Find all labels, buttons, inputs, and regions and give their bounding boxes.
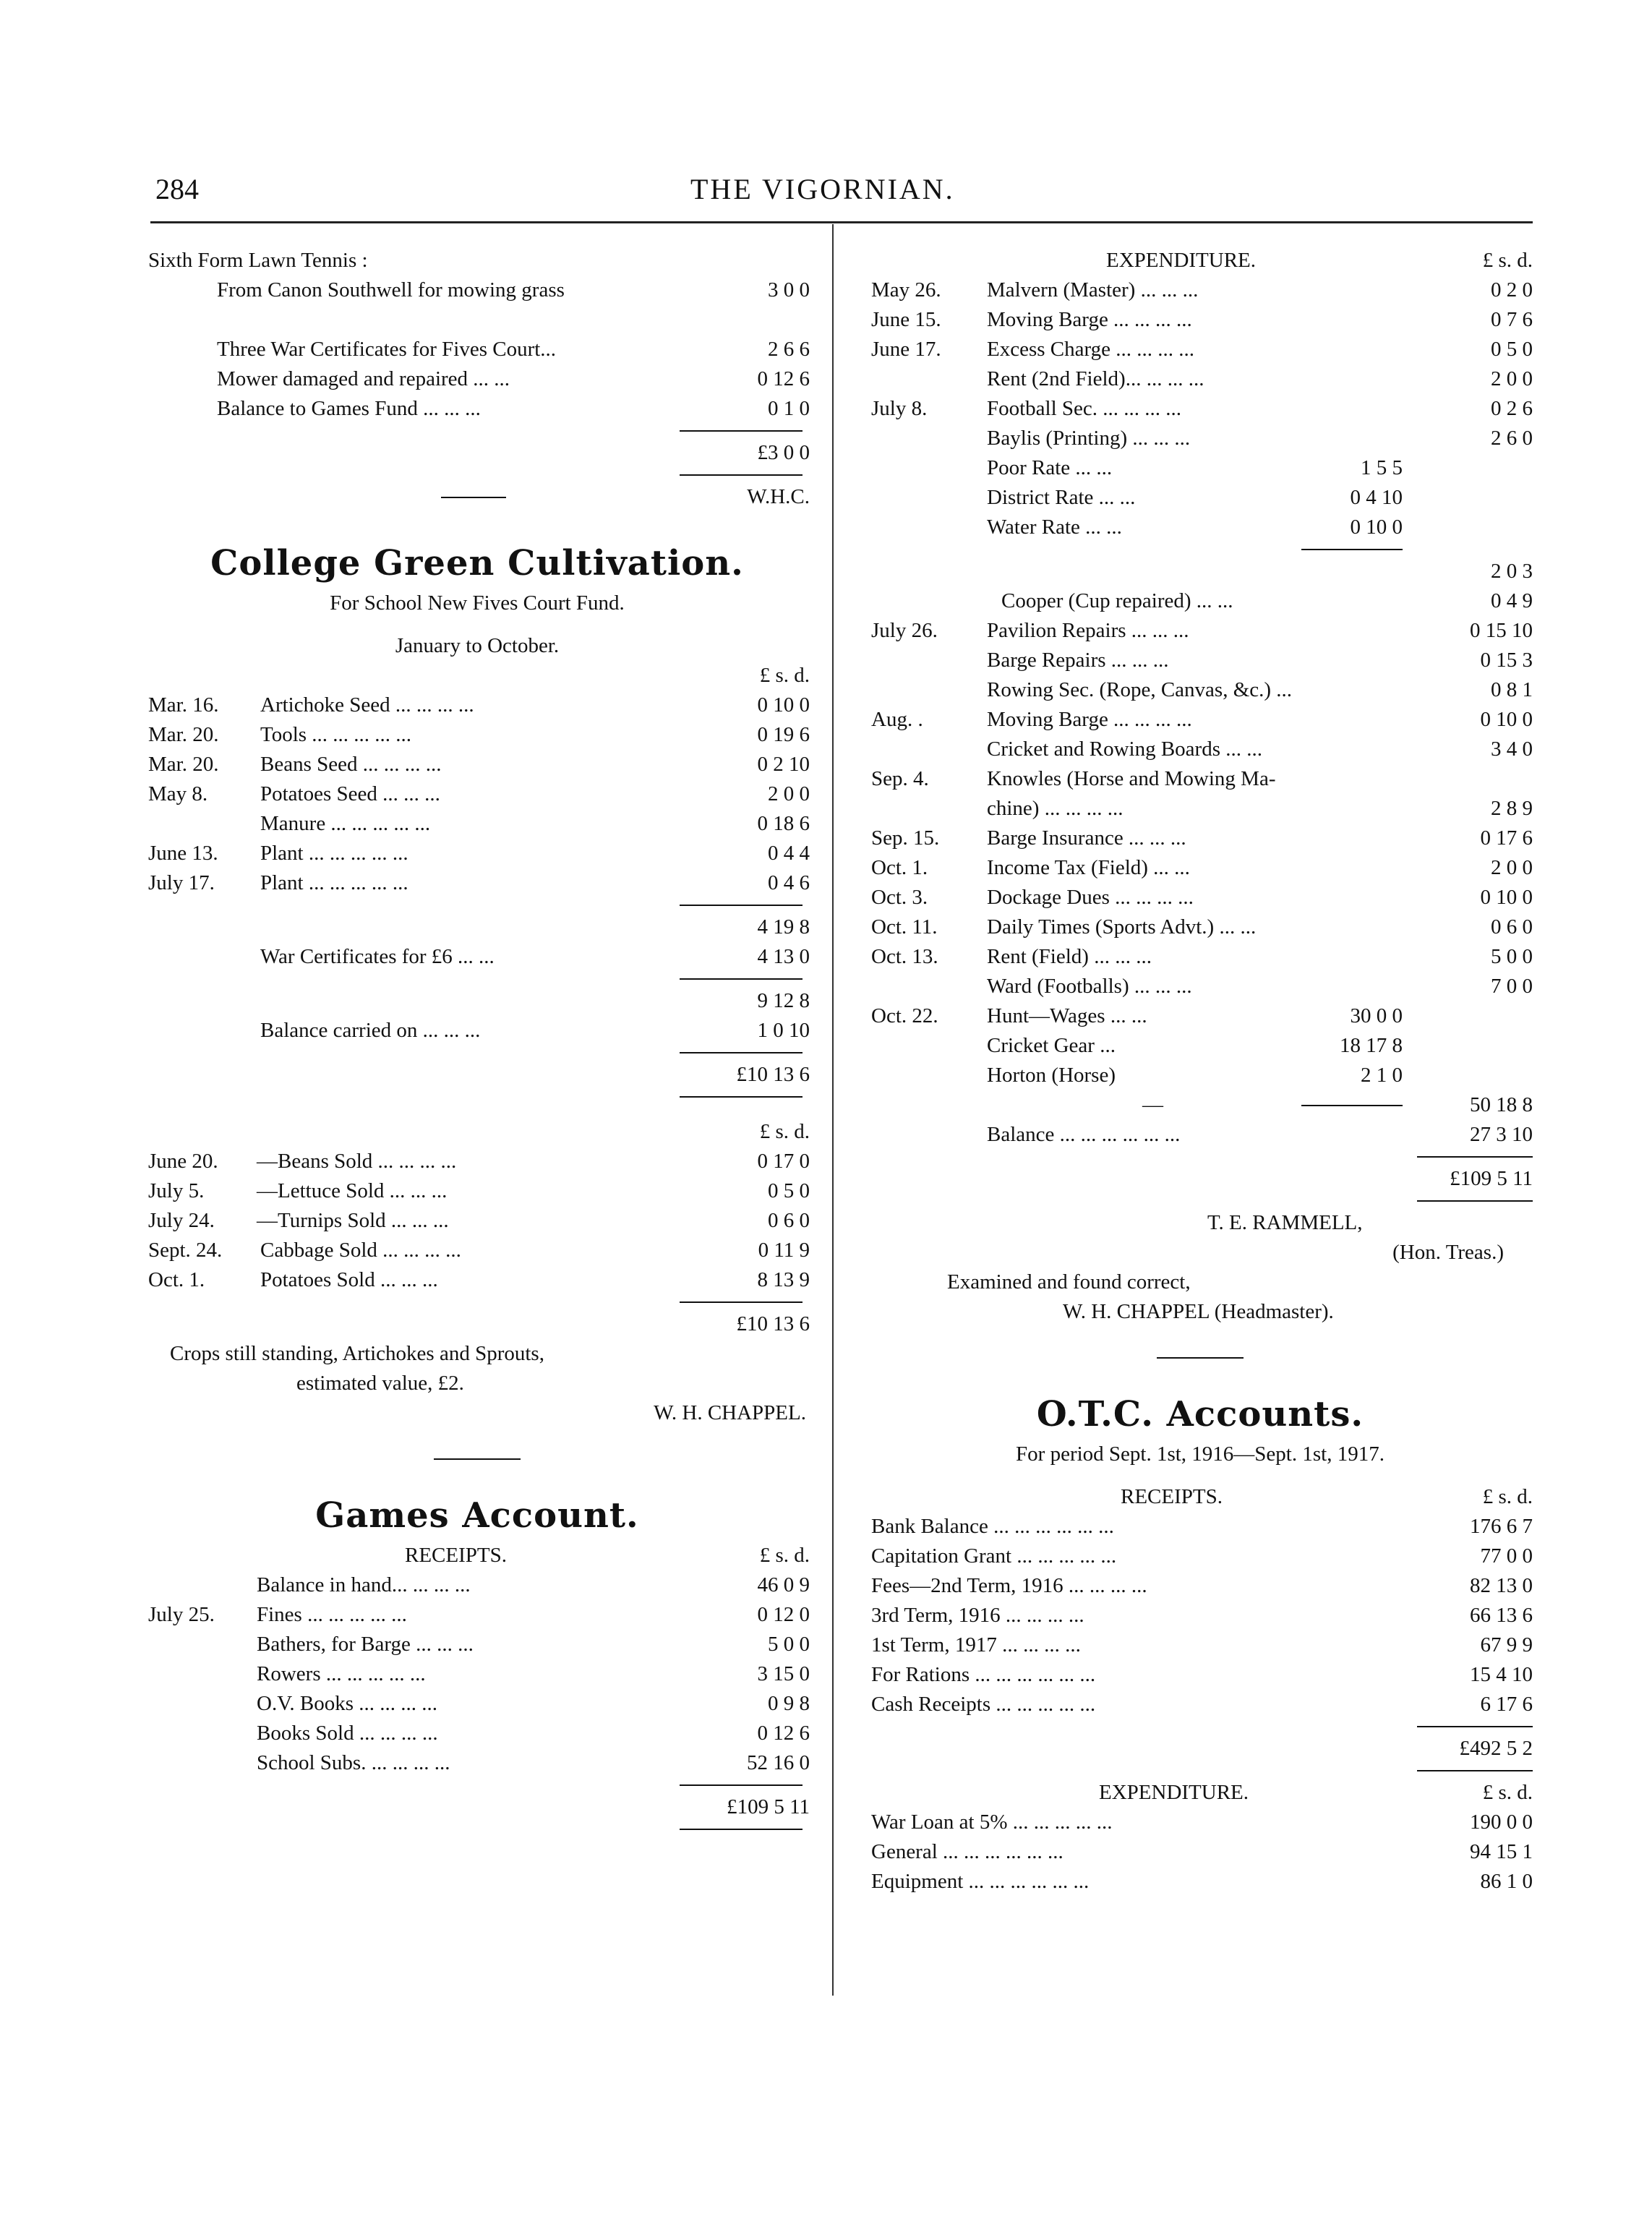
ledger-row: District Rate ... ... 0 4 10: [987, 486, 1403, 509]
left-column: [145, 246, 810, 1837]
ledger-row: Aug. . Moving Barge ... ... ... ... 0 10 0: [871, 708, 1533, 731]
rule: [145, 424, 810, 438]
subtotal-row: — 50 18 8: [1142, 1093, 1533, 1116]
running-title: THE VIGORNIAN.: [690, 173, 955, 205]
signature: T. E. RAMMELL,: [1207, 1211, 1363, 1234]
ledger-row: Mar. 20. Beans Seed ... ... ... ... 0 2 10: [148, 753, 810, 776]
signature-title: (Hon. Treas.): [1392, 1241, 1504, 1264]
ledger-row: War Certificates for £6 ... ... 4 13 0: [260, 945, 810, 968]
ledger-row: Rowing Sec. (Rope, Canvas, &c.) ... 0 8 1: [987, 678, 1533, 701]
examined-signature: W. H. CHAPPEL (Headmaster).: [1063, 1300, 1334, 1323]
section-period: For period Sept. 1st, 1916—Sept. 1st, 1917.: [1016, 1442, 1384, 1466]
ledger-row: Water Rate ... ... 0 10 0: [987, 516, 1403, 539]
subtotal-row: 2 0 3: [1491, 560, 1533, 583]
ledger-row: Cooper (Cup repaired) ... ... 0 4 9: [1001, 589, 1533, 612]
rule: [145, 898, 810, 912]
page-number: 284: [155, 173, 199, 205]
signature: W. H. CHAPPEL.: [654, 1401, 806, 1424]
ledger-row: July 8. Football Sec. ... ... ... ... 0 2 6: [871, 397, 1533, 420]
ledger-row: Oct. 1. Income Tax (Field) ... ... 2 0 0: [871, 856, 1533, 879]
subtotal-row: 4 19 8: [757, 915, 810, 939]
total-row: £109 5 11: [727, 1795, 810, 1818]
ledger-row: May 8. Potatoes Seed ... ... ... 2 0 0: [148, 782, 810, 805]
ledger-row: July 25. Fines ... ... ... ... ... 0 12 0: [148, 1603, 810, 1626]
ledger-row: 3rd Term, 1916 ... ... ... ... 66 13 6: [871, 1604, 1533, 1627]
ledger-row: Three War Certificates for Fives Court... 2 6 6: [217, 338, 810, 361]
ledger-row: June 15. Moving Barge ... ... ... ... 0 7 6: [871, 308, 1533, 331]
balance-row: Balance ... ... ... ... ... ... 27 3 10: [987, 1123, 1533, 1146]
ledger-row: July 24. —Turnips Sold ... ... ... 0 6 0: [148, 1209, 810, 1232]
ledger-row: For Rations ... ... ... ... ... ... 15 4 10: [871, 1663, 1533, 1686]
ledger-row: Oct. 3. Dockage Dues ... ... ... ... 0 10 0: [871, 886, 1533, 909]
ledger-row: Mar. 16. Artichoke Seed ... ... ... ... 0 10 0: [148, 693, 810, 717]
ledger-row: Cricket and Rowing Boards ... ... 3 4 0: [987, 738, 1533, 761]
ledger-row: O.V. Books ... ... ... ... 0 9 8: [257, 1692, 810, 1715]
total-row: £492 5 2: [1459, 1737, 1533, 1760]
ledger-row: Cash Receipts ... ... ... ... ... 6 17 6: [871, 1693, 1533, 1716]
ledger-row: Balance carried on ... ... ... 1 0 10: [260, 1019, 810, 1042]
total-row: £10 13 6: [736, 1312, 810, 1335]
column-header: RECEIPTS. £ s. d.: [405, 1544, 810, 1567]
ledger-row: Balance in hand... ... ... ... 46 0 9: [257, 1573, 810, 1596]
rule: [145, 1822, 810, 1837]
rule: [145, 1090, 810, 1104]
total-row: £10 13 6: [736, 1063, 810, 1086]
header-rule: [150, 221, 1533, 223]
ledger-row: Barge Repairs ... ... ... 0 15 3: [987, 649, 1533, 672]
ledger-row: 1st Term, 1917 ... ... ... ... 67 9 9: [871, 1633, 1533, 1657]
section-period: January to October.: [395, 634, 560, 657]
ledger-row: Rent (2nd Field)... ... ... ... 2 0 0: [987, 367, 1533, 390]
ledger-row: Poor Rate ... ... 1 5 5: [987, 456, 1403, 479]
column-header: EXPENDITURE. £ s. d.: [1106, 249, 1533, 272]
ledger-row: Oct. 11. Daily Times (Sports Advt.) ... ... 0 6 0: [871, 915, 1533, 939]
ledger-row: Mar. 20. Tools ... ... ... ... ... 0 19 6: [148, 723, 810, 746]
subtotal-row: 9 12 8: [757, 989, 810, 1012]
ledger-row: School Subs. ... ... ... ... 52 16 0: [257, 1751, 810, 1774]
column-header: £ s. d.: [759, 664, 810, 687]
section-heading: College Green Cultivation.: [210, 543, 744, 583]
ledger-row: Books Sold ... ... ... ... 0 12 6: [257, 1722, 810, 1745]
rule: [145, 1295, 810, 1309]
examined-note: Examined and found correct,: [947, 1270, 1191, 1294]
column-divider: [832, 224, 834, 1996]
rule: [868, 1150, 1533, 1164]
rule: [145, 1778, 810, 1792]
ledger-row: Bank Balance ... ... ... ... ... ... 176 6 7: [871, 1515, 1533, 1538]
ledger-row: May 26. Malvern (Master) ... ... ... 0 2 0: [871, 278, 1533, 302]
rule: [868, 542, 1533, 557]
rule: [145, 468, 810, 482]
signature-row: W.H.C.: [145, 482, 810, 512]
rule: [868, 1719, 1533, 1734]
column-header: EXPENDITURE. £ s. d.: [1099, 1781, 1533, 1804]
rule: [145, 1046, 810, 1060]
ledger-row: Equipment ... ... ... ... ... ... 86 1 0: [871, 1870, 1533, 1893]
ledger-row: Oct. 1. Potatoes Sold ... ... ... 8 13 9: [148, 1268, 810, 1291]
ledger-row: General ... ... ... ... ... ... 94 15 1: [871, 1840, 1533, 1863]
ledger-row: July 26. Pavilion Repairs ... ... ... 0 15 10: [871, 619, 1533, 642]
ledger-row: July 17. Plant ... ... ... ... ... 0 4 6: [148, 871, 810, 894]
note: Crops still standing, Artichokes and Sprouts,: [170, 1342, 544, 1365]
column-header: RECEIPTS. £ s. d.: [1121, 1485, 1533, 1508]
ledger-row: Mower damaged and repaired ... ... 0 12 6: [217, 367, 810, 390]
ledger-row: From Canon Southwell for mowing grass 3 0 0: [217, 278, 810, 302]
rule: [145, 972, 810, 986]
total-row: £109 5 11: [1450, 1167, 1533, 1190]
section-subtitle: For School New Fives Court Fund.: [330, 591, 625, 615]
ledger-row: Capitation Grant ... ... ... ... ... 77 0 0: [871, 1544, 1533, 1568]
ledger-row: Sept. 24. Cabbage Sold ... ... ... ... 0 11 9: [148, 1239, 810, 1262]
ledger-row: Rowers ... ... ... ... ... 3 15 0: [257, 1662, 810, 1685]
section-heading: O.T.C. Accounts.: [1036, 1394, 1364, 1435]
section-separator: [145, 1441, 810, 1477]
ledger-row: June 20. —Beans Sold ... ... ... ... 0 17 0: [148, 1150, 810, 1173]
page-header: [155, 172, 1533, 223]
ledger-row: June 13. Plant ... ... ... ... ... 0 4 4: [148, 842, 810, 865]
rule: [868, 1764, 1533, 1778]
column-header: £ s. d.: [759, 1120, 810, 1143]
ledger-row: Horton (Horse) 2 1 0: [987, 1064, 1403, 1087]
section-heading: Games Account.: [315, 1495, 639, 1536]
ledger-row: Sep. 4. Knowles (Horse and Mowing Ma-: [871, 767, 1276, 790]
ledger-row: Bathers, for Barge ... ... ... 5 0 0: [257, 1633, 810, 1656]
ledger-row: Manure ... ... ... ... ... 0 18 6: [260, 812, 810, 835]
ledger-row: Sep. 15. Barge Insurance ... ... ... 0 17 6: [871, 826, 1533, 850]
note: estimated value, £2.: [296, 1372, 464, 1395]
ledger-row: June 17. Excess Charge ... ... ... ... 0 5 0: [871, 338, 1533, 361]
ledger-row: Baylis (Printing) ... ... ... 2 6 0: [987, 427, 1533, 450]
ledger-row: chine) ... ... ... ... 2 8 9: [987, 797, 1533, 820]
ledger-row: Fees—2nd Term, 1916 ... ... ... ... 82 13 0: [871, 1574, 1533, 1597]
ledger-row: Cricket Gear ... 18 17 8: [987, 1034, 1403, 1057]
ledger-row: Oct. 22. Hunt—Wages ... ... 30 0 0: [871, 1004, 1403, 1027]
ledger-row: Ward (Footballs) ... ... ... 7 0 0: [987, 975, 1533, 998]
right-column: [868, 246, 1533, 1897]
rule: [868, 1194, 1533, 1208]
ledger-row: War Loan at 5% ... ... ... ... ... 190 0 0: [871, 1811, 1533, 1834]
lawn-tennis-title: Sixth Form Lawn Tennis :: [148, 249, 368, 272]
ledger-row: Oct. 13. Rent (Field) ... ... ... 5 0 0: [871, 945, 1533, 968]
section-separator: [868, 1340, 1533, 1376]
ledger-row: Balance to Games Fund ... ... ... 0 1 0: [217, 397, 810, 420]
ledger-row: July 5. —Lettuce Sold ... ... ... 0 5 0: [148, 1179, 810, 1202]
total-row: £3 0 0: [757, 441, 810, 464]
